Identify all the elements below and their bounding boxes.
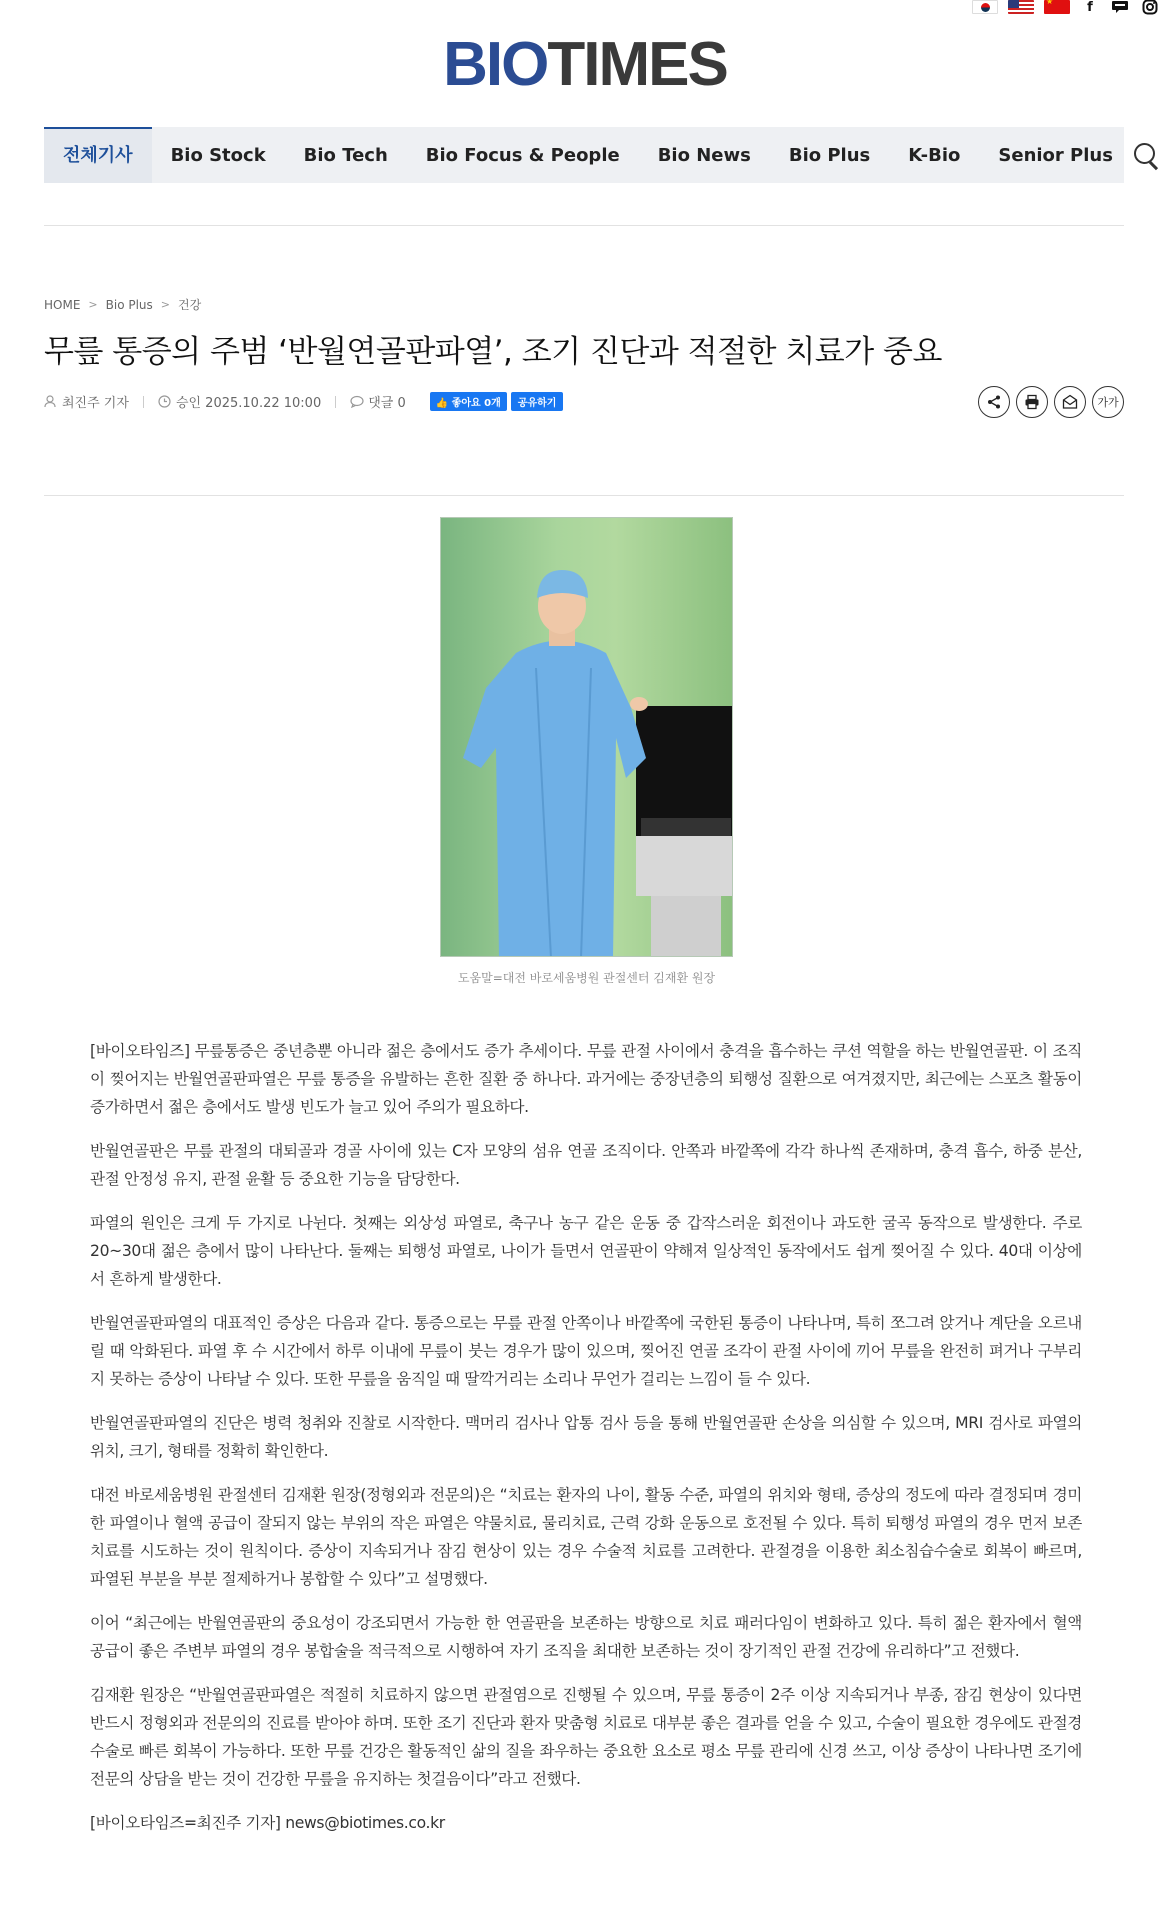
article-meta xyxy=(44,392,563,411)
article-paragraph: 파열의 원인은 크게 두 가지로 나뉜다. 첫째는 외상성 파열로, 축구나 농구 같은 운동 중 갑작스러운 회전이나 과도한 굴곡 동작으로 발생한다. 주로 20~30대 젊은 층에서 많이 나타난다. 둘째는 퇴행성 파열로, 나이가 들면서 연골판이 약해져 일상적인 동작에서도 쉽게 찢어질 수 있다. 40대 이상에서 흔하게 발생한다. xyxy=(90,1214,1082,1288)
breadcrumb-subsection[interactable]: 건강 xyxy=(178,298,202,312)
comment-count[interactable]: 댓글 0 xyxy=(368,396,406,411)
breadcrumb-home[interactable]: HOME xyxy=(44,297,81,312)
facebook-share-button[interactable]: 공유하기 xyxy=(511,392,564,411)
nav-item-senior-plus[interactable]: Senior Plus xyxy=(998,145,1113,166)
breadcrumb xyxy=(44,296,201,313)
korean-flag-icon[interactable] xyxy=(972,0,998,14)
font-size-icon[interactable]: 가가 xyxy=(1092,386,1124,418)
instagram-icon[interactable] xyxy=(1140,0,1160,14)
article-paragraph: 반월연골판파열의 대표적인 증상은 다음과 같다. 통증으로는 무릎 관절 안쪽이나 바깥쪽에 국한된 통증이 나타나며, 특히 쪼그려 앉거나 계단을 오르내릴 때 악화된다. 파열 후 수 시간에서 하루 이내에 무릎이 붓는 경우가 많이 있으며, 찢어진 연골 조각이 관절 사이에 끼어 무릎을 완전히 펴거나 구부리지 못하는 증상이 나타날 수 있다. 또한 무릎을 움직일 때 딸깍거리는 소리나 무언가 걸리는 느낌이 들 수 있다. xyxy=(90,1314,1082,1388)
nav-item-all-articles[interactable]: 전체기사 xyxy=(44,127,152,183)
us-flag-icon[interactable] xyxy=(1008,0,1034,14)
article-paragraph: 대전 바로세움병원 관절센터 김재환 원장(정형외과 전문의)은 “치료는 환자의 나이, 활동 수준, 파열의 위치와 형태, 증상의 정도에 따라 결정되며 경미한 파열이나 혈액 공급이 잘되지 않는 부위의 작은 파열은 약물치료, 물리치료, 근력 강화 운동으로 호전될 수 있다. 특히 퇴행성 파열의 경우 먼저 보존 치료를 시도하는 것이 원칙이다. 증상이 지속되거나 잠김 현상이 있는 경우 수술적 치료를 고려한다. 관절경을 이용한 최소침습수술로 회복이 빠르며, 파열된 부분을 부분 절제하거나 봉합할 수 있다”고 설명했다. xyxy=(90,1486,1082,1588)
chevron-right-icon: > xyxy=(88,298,98,311)
email-icon[interactable] xyxy=(1054,386,1086,418)
nav-item-bio-focus-people[interactable]: Bio Focus & People xyxy=(425,145,620,166)
nav-item-bio-news[interactable]: Bio News xyxy=(657,145,751,166)
article-tools xyxy=(978,386,1124,418)
author-info xyxy=(44,392,129,411)
share-icon[interactable] xyxy=(978,386,1010,418)
nav-item-k-bio[interactable]: K-Bio xyxy=(908,145,961,166)
nav-item-bio-tech[interactable]: Bio Tech xyxy=(303,145,388,166)
author-name[interactable]: 최진주 기자 xyxy=(62,396,129,411)
blog-icon[interactable] xyxy=(1110,0,1130,14)
clock-icon xyxy=(158,395,171,408)
article-photo xyxy=(440,517,733,957)
nav-item-bio-plus[interactable]: Bio Plus xyxy=(788,145,871,166)
photo-caption: 도움말=대전 바로세움병원 관절센터 김재환 원장 xyxy=(457,971,716,985)
breadcrumb-section[interactable]: Bio Plus xyxy=(105,297,153,312)
article-body xyxy=(90,1037,1082,1853)
publish-date: 승인 2025.10.22 10:00 xyxy=(175,396,322,411)
comment-icon xyxy=(350,395,363,408)
meta-divider xyxy=(143,396,144,408)
print-icon[interactable] xyxy=(1016,386,1048,418)
thumbs-up-icon: 👍 xyxy=(435,398,449,409)
divider xyxy=(44,225,1124,226)
logo-times: TIMES xyxy=(547,30,727,99)
facebook-like-button[interactable] xyxy=(430,392,507,411)
facebook-icon[interactable]: f xyxy=(1087,0,1093,15)
article-paragraph: 반월연골판파열의 진단은 병력 청취와 진찰로 시작한다. 맥머리 검사나 압통 검사 등을 통해 반월연골판 손상을 의심할 수 있으며, MRI 검사로 파열의 위치, 크기, 형태를 정확히 확인한다. xyxy=(90,1414,1082,1460)
publish-info xyxy=(158,392,321,411)
logo-bio: BIO xyxy=(443,30,548,99)
person-icon xyxy=(44,395,57,408)
divider xyxy=(44,495,1124,496)
top-utility-bar xyxy=(972,0,1160,14)
article-title: 무릎 통증의 주범 ‘반월연골판파열’, 조기 진단과 적절한 치료가 중요 xyxy=(44,334,942,370)
article-paragraph: [바이오타임즈] 무릎통증은 중년층뿐 아니라 젊은 층에서도 증가 추세이다. 무릎 관절 사이에서 충격을 흡수하는 쿠션 역할을 하는 반월연골판. 이 조직이 찢어지는 반월연골판파열은 무릎 통증을 유발하는 흔한 질환 중 하나다. 과거에는 중장년층의 퇴행성 질환으로 여겨졌지만, 최근에는 스포츠 활동이 증가하면서 젊은 층에서도 발생 빈도가 늘고 있어 주의가 필요하다. xyxy=(90,1042,1082,1116)
site-logo[interactable] xyxy=(440,30,730,100)
article-paragraph: 반월연골판은 무릎 관절의 대퇴골과 경골 사이에 있는 C자 모양의 섬유 연골 조직이다. 안쪽과 바깥쪽에 각각 하나씩 존재하며, 충격 흡수, 하중 분산, 관절 안정성 유지, 관절 윤활 등 중요한 기능을 담당한다. xyxy=(90,1142,1082,1188)
chevron-right-icon: > xyxy=(160,298,170,311)
like-label: 좋아요 0개 xyxy=(451,398,501,409)
article-paragraph: 이어 “최근에는 반월연골판의 중요성이 강조되면서 가능한 한 연골판을 보존하는 방향으로 치료 패러다임이 변화하고 있다. 특히 젊은 환자에서 혈액 공급이 좋은 주변부 파열의 경우 봉합술을 적극적으로 시행하여 자기 조직을 최대한 보존하는 것이 장기적인 관절 건강에 유리하다”고 전했다. xyxy=(90,1614,1082,1660)
china-flag-icon[interactable] xyxy=(1044,0,1070,14)
meta-divider xyxy=(335,396,336,408)
article-paragraph: 김재환 원장은 “반월연골판파열은 적절히 치료하지 않으면 관절염으로 진행될 수 있으며, 무릎 통증이 2주 이상 지속되거나 부종, 잠김 현상이 있다면 반드시 정형외과 전문의의 진료를 받아야 하며. 또한 조기 진단과 환자 맞춤형 치료로 대부분 좋은 결과를 얻을 수 있고, 수술이 필요한 경우에도 관절경 수술로 빠른 회복이 가능하다. 또한 무릎 건강은 활동적인 삶의 질을 좌우하는 중요한 요소로 평소 무릎 관리에 신경 쓰고, 이상 증상이 나타나면 조기에 전문의 상담을 받는 것이 건강한 무릎을 유지하는 첫걸음이다”라고 전했다. xyxy=(90,1686,1082,1788)
main-nav xyxy=(44,127,1124,183)
comment-info xyxy=(350,392,406,411)
article-byline: [바이오타임즈=최진주 기자] news@biotimes.co.kr xyxy=(90,1814,445,1832)
nav-item-bio-stock[interactable]: Bio Stock xyxy=(170,145,266,166)
